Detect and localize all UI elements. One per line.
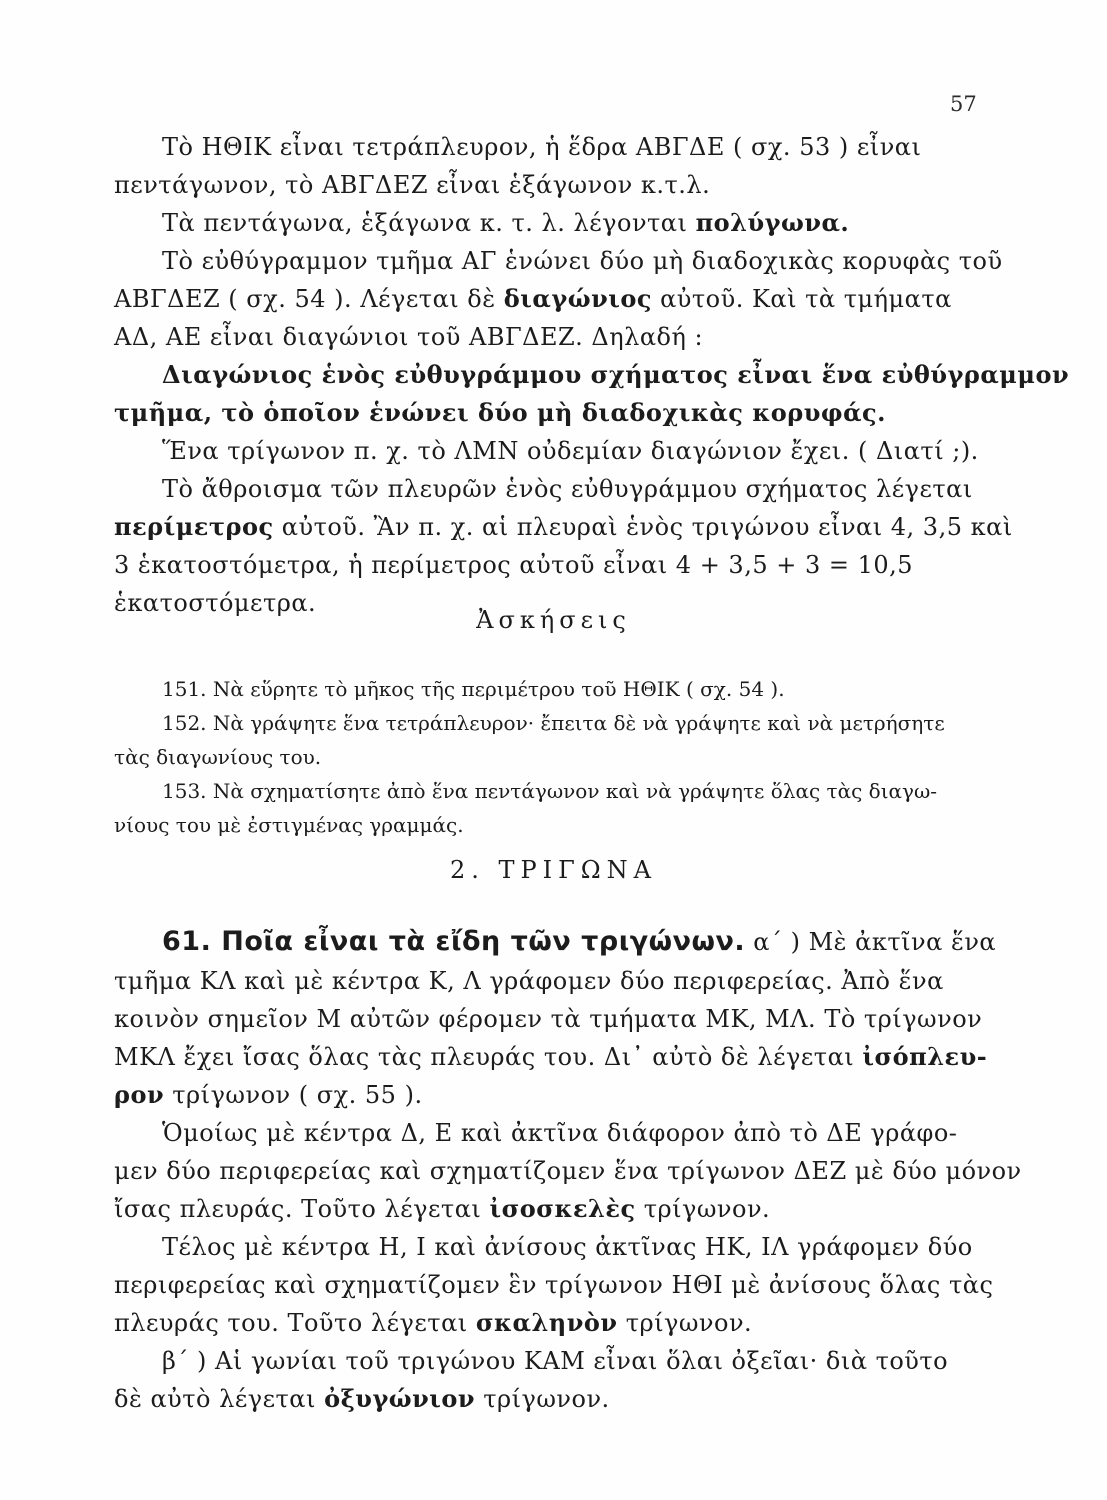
text-fragment: πλευράς του. Τοῦτο λέγεται (114, 1309, 468, 1337)
exercises-heading: Ἀσκήσεις (476, 606, 631, 634)
text-line: περιφερείας καὶ σχηματίζομεν ἓν τρίγωνον ΗΘΙ μὲ ἀνίσους ὅλας τὰς (114, 1271, 994, 1299)
text-fragment: ἴσας πλευράς. Τοῦτο λέγεται (114, 1195, 482, 1223)
text-line (114, 508, 1013, 546)
text-fragment: α΄ ) Μὲ ἀκτῖνα ἕνα (753, 928, 997, 956)
term-acute: ὀξυγώνιον (324, 1384, 476, 1413)
text-fragment: ΜΚΛ ἔχει ἴσας ὅλας τὰς πλευράς του. Δι᾿ αὐτὸ δὲ λέγεται (114, 1043, 855, 1071)
text-line: τμῆμα ΚΛ καὶ μὲ κέντρα Κ, Λ γράφομεν δύο περιφερείας. Ἀπὸ ἕνα (114, 967, 944, 995)
term-isosceles: ἰσοσκελὲς (489, 1194, 636, 1223)
text-fragment: Τὰ πεντάγωνα, ἑξάγωνα κ. τ. λ. λέγονται (162, 209, 688, 237)
section-title: 2. ΤΡΙΓΩΝΑ (449, 856, 658, 884)
text-fragment: αὐτοῦ. Ἂν π. χ. αἱ πλευραὶ ἑνὸς τριγώνου εἶναι 4, 3,5 καὶ (281, 513, 1013, 541)
term-diagonal: διαγώνιος (503, 284, 652, 313)
text-line: Τὸ ἄθροισμα τῶν πλευρῶν ἑνὸς εὐθυγράμμου σχήματος λέγεται (162, 475, 973, 503)
text-fragment: αὐτοῦ. Καὶ τὰ τμήματα (660, 285, 952, 313)
term-equilateral-end: ρον (114, 1080, 165, 1109)
text-line: ἑκατοστόμετρα. (114, 589, 317, 617)
text-line: ΑΔ, ΑΕ εἶναι διαγώνιοι τοῦ ΑΒΓΔΕΖ. Δηλαδή : (114, 323, 704, 351)
exercise-item-cont: τὰς διαγωνίους του. (114, 745, 322, 769)
text-line (114, 1190, 960, 1228)
term-scalene: σκαληνὸν (475, 1308, 618, 1337)
text-fragment: τρίγωνον. (625, 1309, 753, 1337)
exercise-item-cont: νίους του μὲ ἐστιγμένας γραμμάς. (114, 813, 464, 837)
text-line: Ὁμοίως μὲ κέντρα Δ, Ε καὶ ἀκτῖνα διάφορον ἀπὸ τὸ ΔΕ γράφο- (162, 1119, 958, 1147)
term-polygons: πολύγωνα. (695, 208, 850, 237)
definition-line: τμῆμα, τὸ ὁποῖον ἑνώνει δύο μὴ διαδοχικὰς κορυφάς. (114, 398, 887, 427)
paragraph-heading: 61. Ποῖα εἶναι τὰ εἴδη τῶν τριγώνων. (162, 926, 746, 957)
text-line: Ἕνα τρίγωνον π. χ. τὸ ΛΜΝ οὐδεμίαν διαγώνιον ἔχει. ( Διατί ;). (162, 437, 979, 465)
page-number: 57 (950, 92, 977, 116)
text-fragment: ΑΒΓΔΕΖ ( σχ. 54 ). Λέγεται δὲ (114, 285, 496, 313)
intro-text (114, 128, 1070, 622)
text-line (114, 922, 997, 962)
text-line: Τὸ ΗΘΙΚ εἶναι τετράπλευρον, ἡ ἕδρα ΑΒΓΔΕ ( σχ. 53 ) εἶναι (162, 133, 922, 161)
text-line: μεν δύο περιφερείας καὶ σχηματίζομεν ἕνα τρίγωνον ΔΕΖ μὲ δύο μόνον (114, 1157, 1022, 1185)
text-line: Τέλος μὲ κέντρα Η, Ι καὶ ἀνίσους ἀκτῖνας ΗΚ, ΙΛ γράφομεν δύο (162, 1233, 973, 1261)
text-line: β΄ ) Αἱ γωνίαι τοῦ τριγώνου ΚΑΜ εἶναι ὅλαι ὀξεῖαι· διὰ τοῦτο (162, 1347, 949, 1375)
text-fragment: τρίγωνον ( σχ. 55 ). (172, 1081, 423, 1109)
text-fragment: δὲ αὐτὸ λέγεται (114, 1385, 316, 1413)
text-line (114, 1076, 960, 1114)
exercise-item: 153. Νὰ σχηματίσητε ἀπὸ ἕνα πεντάγωνον καὶ νὰ γράψητε ὅλας τὰς διαγω- (162, 779, 938, 803)
exercises-list (114, 672, 960, 842)
exercise-item: 152. Νὰ γράψητε ἕνα τετράπλευρον· ἔπειτα δὲ νὰ γράψητε καὶ νὰ μετρήσητε (162, 711, 945, 735)
text-line (114, 1038, 988, 1076)
text-fragment: τρίγωνον. (643, 1195, 771, 1223)
definition-line: Διαγώνιος ἑνὸς εὐθυγράμμου σχήματος εἶναι ἕνα εὐθύγραμμον (162, 360, 1070, 389)
text-line (114, 280, 960, 318)
term-equilateral: ἰσόπλευ- (862, 1042, 988, 1071)
term-perimeter: περίμετρος (114, 512, 274, 541)
text-line (114, 204, 960, 242)
text-line: πεντάγωνον, τὸ ΑΒΓΔΕΖ εἶναι ἑξάγωνον κ.τ.λ. (114, 171, 711, 199)
exercise-item: 151. Νὰ εὕρητε τὸ μῆκος τῆς περιμέτρου τοῦ ΗΘΙΚ ( σχ. 54 ). (162, 677, 785, 701)
text-fragment: τρίγωνον. (483, 1385, 610, 1413)
text-line: Τὸ εὐθύγραμμον τμῆμα ΑΓ ἑνώνει δύο μὴ διαδοχικὰς κορυφὰς τοῦ (162, 247, 1003, 275)
text-line (114, 1380, 960, 1418)
text-line: κοινὸν σημεῖον Μ αὐτῶν φέρομεν τὰ τμήματα ΜΚ, ΜΛ. Τὸ τρίγωνον (114, 1005, 983, 1033)
triangles-text (114, 922, 1022, 1418)
text-line (114, 1304, 960, 1342)
text-line: 3 ἑκατοστόμετρα, ἡ περίμετρος αὐτοῦ εἶναι 4 + 3,5 + 3 = 10,5 (114, 551, 914, 579)
